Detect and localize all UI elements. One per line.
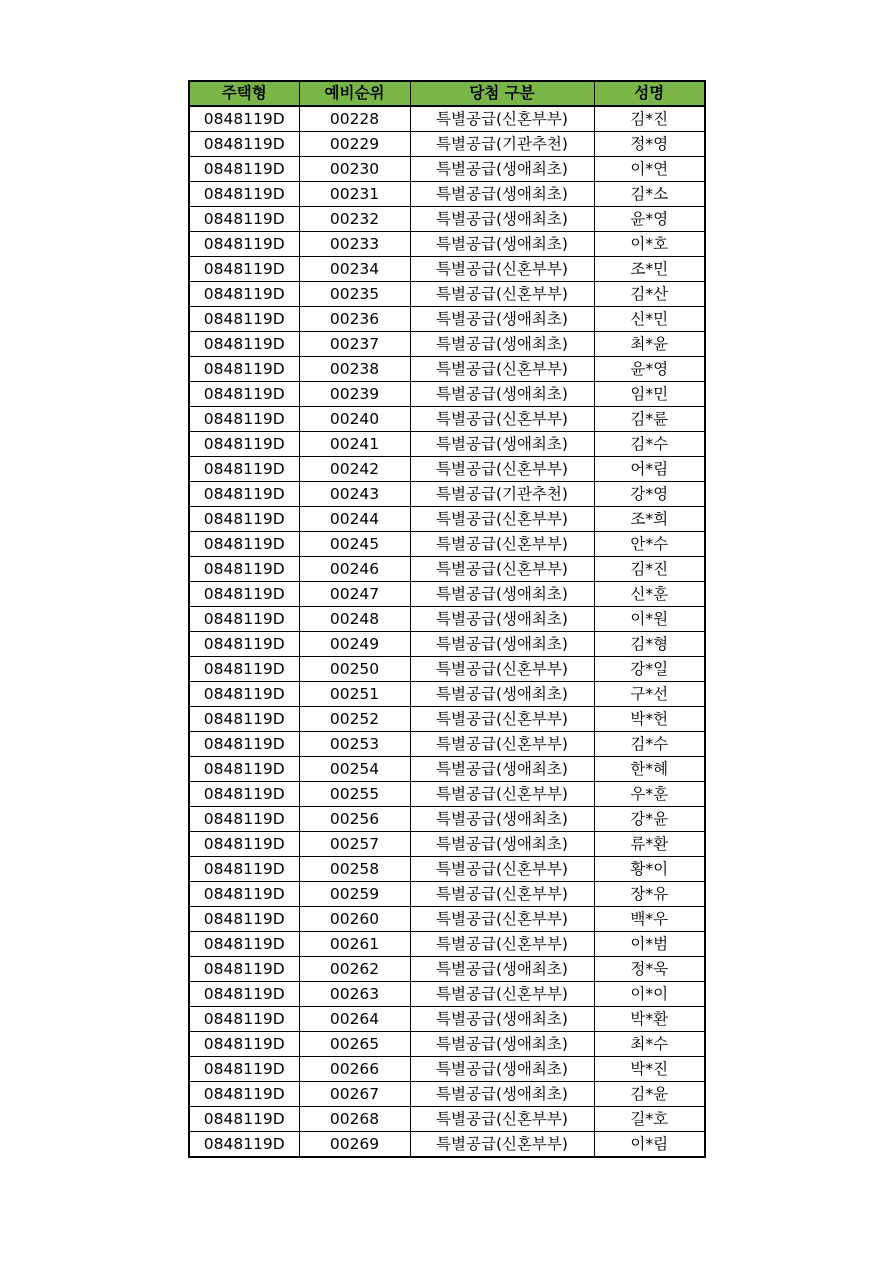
cell-housing-type: 0848119D	[189, 1032, 299, 1057]
table-row	[189, 757, 705, 782]
cell-winner-category: 특별공급(신혼부부)	[410, 557, 594, 582]
table-row	[189, 132, 705, 157]
table-row	[189, 507, 705, 532]
cell-winner-category: 특별공급(신혼부부)	[410, 657, 594, 682]
cell-reserve-rank: 00234	[299, 257, 410, 282]
table-row	[189, 1107, 705, 1132]
cell-reserve-rank: 00250	[299, 657, 410, 682]
cell-winner-category: 특별공급(생애최초)	[410, 832, 594, 857]
table-row	[189, 332, 705, 357]
cell-reserve-rank: 00261	[299, 932, 410, 957]
header-row	[189, 81, 705, 106]
cell-reserve-rank: 00257	[299, 832, 410, 857]
cell-reserve-rank: 00230	[299, 157, 410, 182]
cell-reserve-rank: 00258	[299, 857, 410, 882]
cell-name: 백*우	[594, 907, 705, 932]
table-row	[189, 1082, 705, 1107]
cell-name: 김*진	[594, 106, 705, 132]
winner-list-table	[188, 80, 706, 1158]
cell-winner-category: 특별공급(신혼부부)	[410, 532, 594, 557]
cell-winner-category: 특별공급(신혼부부)	[410, 857, 594, 882]
cell-reserve-rank: 00228	[299, 106, 410, 132]
cell-name: 정*영	[594, 132, 705, 157]
cell-reserve-rank: 00264	[299, 1007, 410, 1032]
cell-name: 조*민	[594, 257, 705, 282]
cell-housing-type: 0848119D	[189, 1082, 299, 1107]
cell-housing-type: 0848119D	[189, 332, 299, 357]
table-row	[189, 882, 705, 907]
cell-housing-type: 0848119D	[189, 432, 299, 457]
cell-housing-type: 0848119D	[189, 907, 299, 932]
cell-reserve-rank: 00238	[299, 357, 410, 382]
cell-reserve-rank: 00251	[299, 682, 410, 707]
cell-name: 안*수	[594, 532, 705, 557]
cell-reserve-rank: 00248	[299, 607, 410, 632]
cell-reserve-rank: 00244	[299, 507, 410, 532]
table-header	[189, 81, 705, 106]
cell-housing-type: 0848119D	[189, 382, 299, 407]
cell-reserve-rank: 00233	[299, 232, 410, 257]
cell-winner-category: 특별공급(생애최초)	[410, 232, 594, 257]
cell-housing-type: 0848119D	[189, 732, 299, 757]
cell-housing-type: 0848119D	[189, 232, 299, 257]
cell-name: 김*산	[594, 282, 705, 307]
cell-name: 최*수	[594, 1032, 705, 1057]
cell-housing-type: 0848119D	[189, 482, 299, 507]
cell-winner-category: 특별공급(생애최초)	[410, 607, 594, 632]
cell-reserve-rank: 00236	[299, 307, 410, 332]
table-row	[189, 1057, 705, 1082]
cell-winner-category: 특별공급(신혼부부)	[410, 782, 594, 807]
cell-name: 박*진	[594, 1057, 705, 1082]
table-row	[189, 157, 705, 182]
cell-reserve-rank: 00252	[299, 707, 410, 732]
table-row	[189, 1032, 705, 1057]
cell-reserve-rank: 00231	[299, 182, 410, 207]
table-row	[189, 106, 705, 132]
cell-reserve-rank: 00245	[299, 532, 410, 557]
cell-name: 이*범	[594, 932, 705, 957]
cell-winner-category: 특별공급(생애최초)	[410, 1007, 594, 1032]
cell-name: 강*영	[594, 482, 705, 507]
cell-housing-type: 0848119D	[189, 957, 299, 982]
cell-reserve-rank: 00267	[299, 1082, 410, 1107]
cell-reserve-rank: 00241	[299, 432, 410, 457]
cell-name: 신*민	[594, 307, 705, 332]
cell-winner-category: 특별공급(신혼부부)	[410, 357, 594, 382]
cell-housing-type: 0848119D	[189, 407, 299, 432]
cell-housing-type: 0848119D	[189, 707, 299, 732]
table-row	[189, 282, 705, 307]
table-row	[189, 857, 705, 882]
cell-housing-type: 0848119D	[189, 507, 299, 532]
header-reserve-rank: 예비순위	[299, 81, 410, 106]
cell-reserve-rank: 00263	[299, 982, 410, 1007]
cell-name: 길*호	[594, 1107, 705, 1132]
cell-name: 한*혜	[594, 757, 705, 782]
cell-name: 김*수	[594, 732, 705, 757]
cell-name: 이*림	[594, 1132, 705, 1158]
cell-housing-type: 0848119D	[189, 1007, 299, 1032]
cell-name: 박*헌	[594, 707, 705, 732]
cell-reserve-rank: 00254	[299, 757, 410, 782]
cell-housing-type: 0848119D	[189, 982, 299, 1007]
table-row	[189, 607, 705, 632]
table-row	[189, 257, 705, 282]
table-row	[189, 557, 705, 582]
cell-reserve-rank: 00259	[299, 882, 410, 907]
table-row	[189, 657, 705, 682]
cell-housing-type: 0848119D	[189, 132, 299, 157]
cell-reserve-rank: 00237	[299, 332, 410, 357]
cell-name: 김*형	[594, 632, 705, 657]
cell-winner-category: 특별공급(신혼부부)	[410, 282, 594, 307]
table-row	[189, 832, 705, 857]
cell-name: 정*욱	[594, 957, 705, 982]
cell-name: 김*소	[594, 182, 705, 207]
cell-name: 김*윤	[594, 1082, 705, 1107]
cell-winner-category: 특별공급(신혼부부)	[410, 882, 594, 907]
cell-reserve-rank: 00229	[299, 132, 410, 157]
cell-reserve-rank: 00247	[299, 582, 410, 607]
header-winner-category: 당첨 구분	[410, 81, 594, 106]
header-housing-type: 주택형	[189, 81, 299, 106]
cell-housing-type: 0848119D	[189, 106, 299, 132]
cell-reserve-rank: 00243	[299, 482, 410, 507]
table-row	[189, 982, 705, 1007]
table-row	[189, 457, 705, 482]
cell-housing-type: 0848119D	[189, 532, 299, 557]
cell-winner-category: 특별공급(생애최초)	[410, 432, 594, 457]
table-row	[189, 407, 705, 432]
cell-housing-type: 0848119D	[189, 282, 299, 307]
cell-name: 강*일	[594, 657, 705, 682]
cell-housing-type: 0848119D	[189, 582, 299, 607]
cell-housing-type: 0848119D	[189, 1132, 299, 1158]
table-row	[189, 782, 705, 807]
table-row	[189, 582, 705, 607]
cell-name: 황*이	[594, 857, 705, 882]
cell-housing-type: 0848119D	[189, 307, 299, 332]
cell-winner-category: 특별공급(신혼부부)	[410, 707, 594, 732]
cell-name: 박*환	[594, 1007, 705, 1032]
cell-housing-type: 0848119D	[189, 1107, 299, 1132]
cell-housing-type: 0848119D	[189, 257, 299, 282]
cell-reserve-rank: 00256	[299, 807, 410, 832]
cell-name: 김*륜	[594, 407, 705, 432]
cell-reserve-rank: 00235	[299, 282, 410, 307]
cell-winner-category: 특별공급(신혼부부)	[410, 407, 594, 432]
cell-winner-category: 특별공급(신혼부부)	[410, 257, 594, 282]
cell-housing-type: 0848119D	[189, 932, 299, 957]
cell-housing-type: 0848119D	[189, 807, 299, 832]
cell-name: 이*이	[594, 982, 705, 1007]
cell-reserve-rank: 00253	[299, 732, 410, 757]
cell-winner-category: 특별공급(신혼부부)	[410, 106, 594, 132]
table-row	[189, 307, 705, 332]
cell-name: 임*민	[594, 382, 705, 407]
table-row	[189, 632, 705, 657]
cell-housing-type: 0848119D	[189, 682, 299, 707]
cell-name: 구*선	[594, 682, 705, 707]
cell-name: 김*진	[594, 557, 705, 582]
cell-name: 신*훈	[594, 582, 705, 607]
cell-winner-category: 특별공급(기관추천)	[410, 132, 594, 157]
cell-winner-category: 특별공급(생애최초)	[410, 807, 594, 832]
cell-reserve-rank: 00255	[299, 782, 410, 807]
cell-name: 장*유	[594, 882, 705, 907]
cell-housing-type: 0848119D	[189, 557, 299, 582]
table-row	[189, 957, 705, 982]
cell-winner-category: 특별공급(생애최초)	[410, 382, 594, 407]
table-row	[189, 232, 705, 257]
cell-winner-category: 특별공급(생애최초)	[410, 182, 594, 207]
cell-winner-category: 특별공급(기관추천)	[410, 482, 594, 507]
table-row	[189, 432, 705, 457]
cell-housing-type: 0848119D	[189, 457, 299, 482]
cell-reserve-rank: 00239	[299, 382, 410, 407]
cell-name: 이*연	[594, 157, 705, 182]
header-name: 성명	[594, 81, 705, 106]
cell-housing-type: 0848119D	[189, 357, 299, 382]
cell-winner-category: 특별공급(생애최초)	[410, 582, 594, 607]
cell-winner-category: 특별공급(신혼부부)	[410, 1107, 594, 1132]
cell-name: 윤*영	[594, 357, 705, 382]
cell-winner-category: 특별공급(생애최초)	[410, 632, 594, 657]
cell-name: 최*윤	[594, 332, 705, 357]
cell-name: 어*림	[594, 457, 705, 482]
cell-reserve-rank: 00262	[299, 957, 410, 982]
table-row	[189, 532, 705, 557]
table-row	[189, 207, 705, 232]
table-row	[189, 1007, 705, 1032]
table-row	[189, 182, 705, 207]
cell-winner-category: 특별공급(신혼부부)	[410, 907, 594, 932]
cell-reserve-rank: 00269	[299, 1132, 410, 1158]
table-row	[189, 357, 705, 382]
cell-winner-category: 특별공급(신혼부부)	[410, 732, 594, 757]
cell-name: 강*윤	[594, 807, 705, 832]
table-row	[189, 682, 705, 707]
cell-reserve-rank: 00260	[299, 907, 410, 932]
cell-winner-category: 특별공급(생애최초)	[410, 207, 594, 232]
table-row	[189, 932, 705, 957]
cell-winner-category: 특별공급(생애최초)	[410, 1082, 594, 1107]
table-body	[189, 106, 705, 1157]
cell-name: 류*환	[594, 832, 705, 857]
cell-housing-type: 0848119D	[189, 657, 299, 682]
cell-name: 우*훈	[594, 782, 705, 807]
cell-winner-category: 특별공급(생애최초)	[410, 1032, 594, 1057]
table-row	[189, 1132, 705, 1158]
cell-reserve-rank: 00266	[299, 1057, 410, 1082]
cell-winner-category: 특별공급(생애최초)	[410, 957, 594, 982]
cell-winner-category: 특별공급(신혼부부)	[410, 507, 594, 532]
cell-housing-type: 0848119D	[189, 207, 299, 232]
cell-housing-type: 0848119D	[189, 157, 299, 182]
table-row	[189, 482, 705, 507]
cell-reserve-rank: 00240	[299, 407, 410, 432]
cell-housing-type: 0848119D	[189, 757, 299, 782]
table-row	[189, 732, 705, 757]
cell-winner-category: 특별공급(생애최초)	[410, 157, 594, 182]
cell-winner-category: 특별공급(생애최초)	[410, 682, 594, 707]
cell-winner-category: 특별공급(신혼부부)	[410, 1132, 594, 1158]
table-row	[189, 807, 705, 832]
cell-housing-type: 0848119D	[189, 782, 299, 807]
cell-winner-category: 특별공급(생애최초)	[410, 332, 594, 357]
cell-winner-category: 특별공급(신혼부부)	[410, 932, 594, 957]
table-row	[189, 907, 705, 932]
table-row	[189, 707, 705, 732]
cell-housing-type: 0848119D	[189, 832, 299, 857]
cell-housing-type: 0848119D	[189, 857, 299, 882]
cell-winner-category: 특별공급(생애최초)	[410, 757, 594, 782]
cell-reserve-rank: 00265	[299, 1032, 410, 1057]
cell-name: 김*수	[594, 432, 705, 457]
cell-name: 이*원	[594, 607, 705, 632]
cell-name: 조*희	[594, 507, 705, 532]
cell-name: 이*호	[594, 232, 705, 257]
table-row	[189, 382, 705, 407]
cell-housing-type: 0848119D	[189, 882, 299, 907]
cell-winner-category: 특별공급(생애최초)	[410, 1057, 594, 1082]
cell-reserve-rank: 00242	[299, 457, 410, 482]
cell-reserve-rank: 00246	[299, 557, 410, 582]
cell-name: 윤*영	[594, 207, 705, 232]
cell-reserve-rank: 00249	[299, 632, 410, 657]
cell-winner-category: 특별공급(신혼부부)	[410, 982, 594, 1007]
cell-winner-category: 특별공급(생애최초)	[410, 307, 594, 332]
cell-reserve-rank: 00232	[299, 207, 410, 232]
cell-housing-type: 0848119D	[189, 607, 299, 632]
cell-housing-type: 0848119D	[189, 1057, 299, 1082]
cell-winner-category: 특별공급(신혼부부)	[410, 457, 594, 482]
cell-housing-type: 0848119D	[189, 182, 299, 207]
cell-housing-type: 0848119D	[189, 632, 299, 657]
cell-reserve-rank: 00268	[299, 1107, 410, 1132]
